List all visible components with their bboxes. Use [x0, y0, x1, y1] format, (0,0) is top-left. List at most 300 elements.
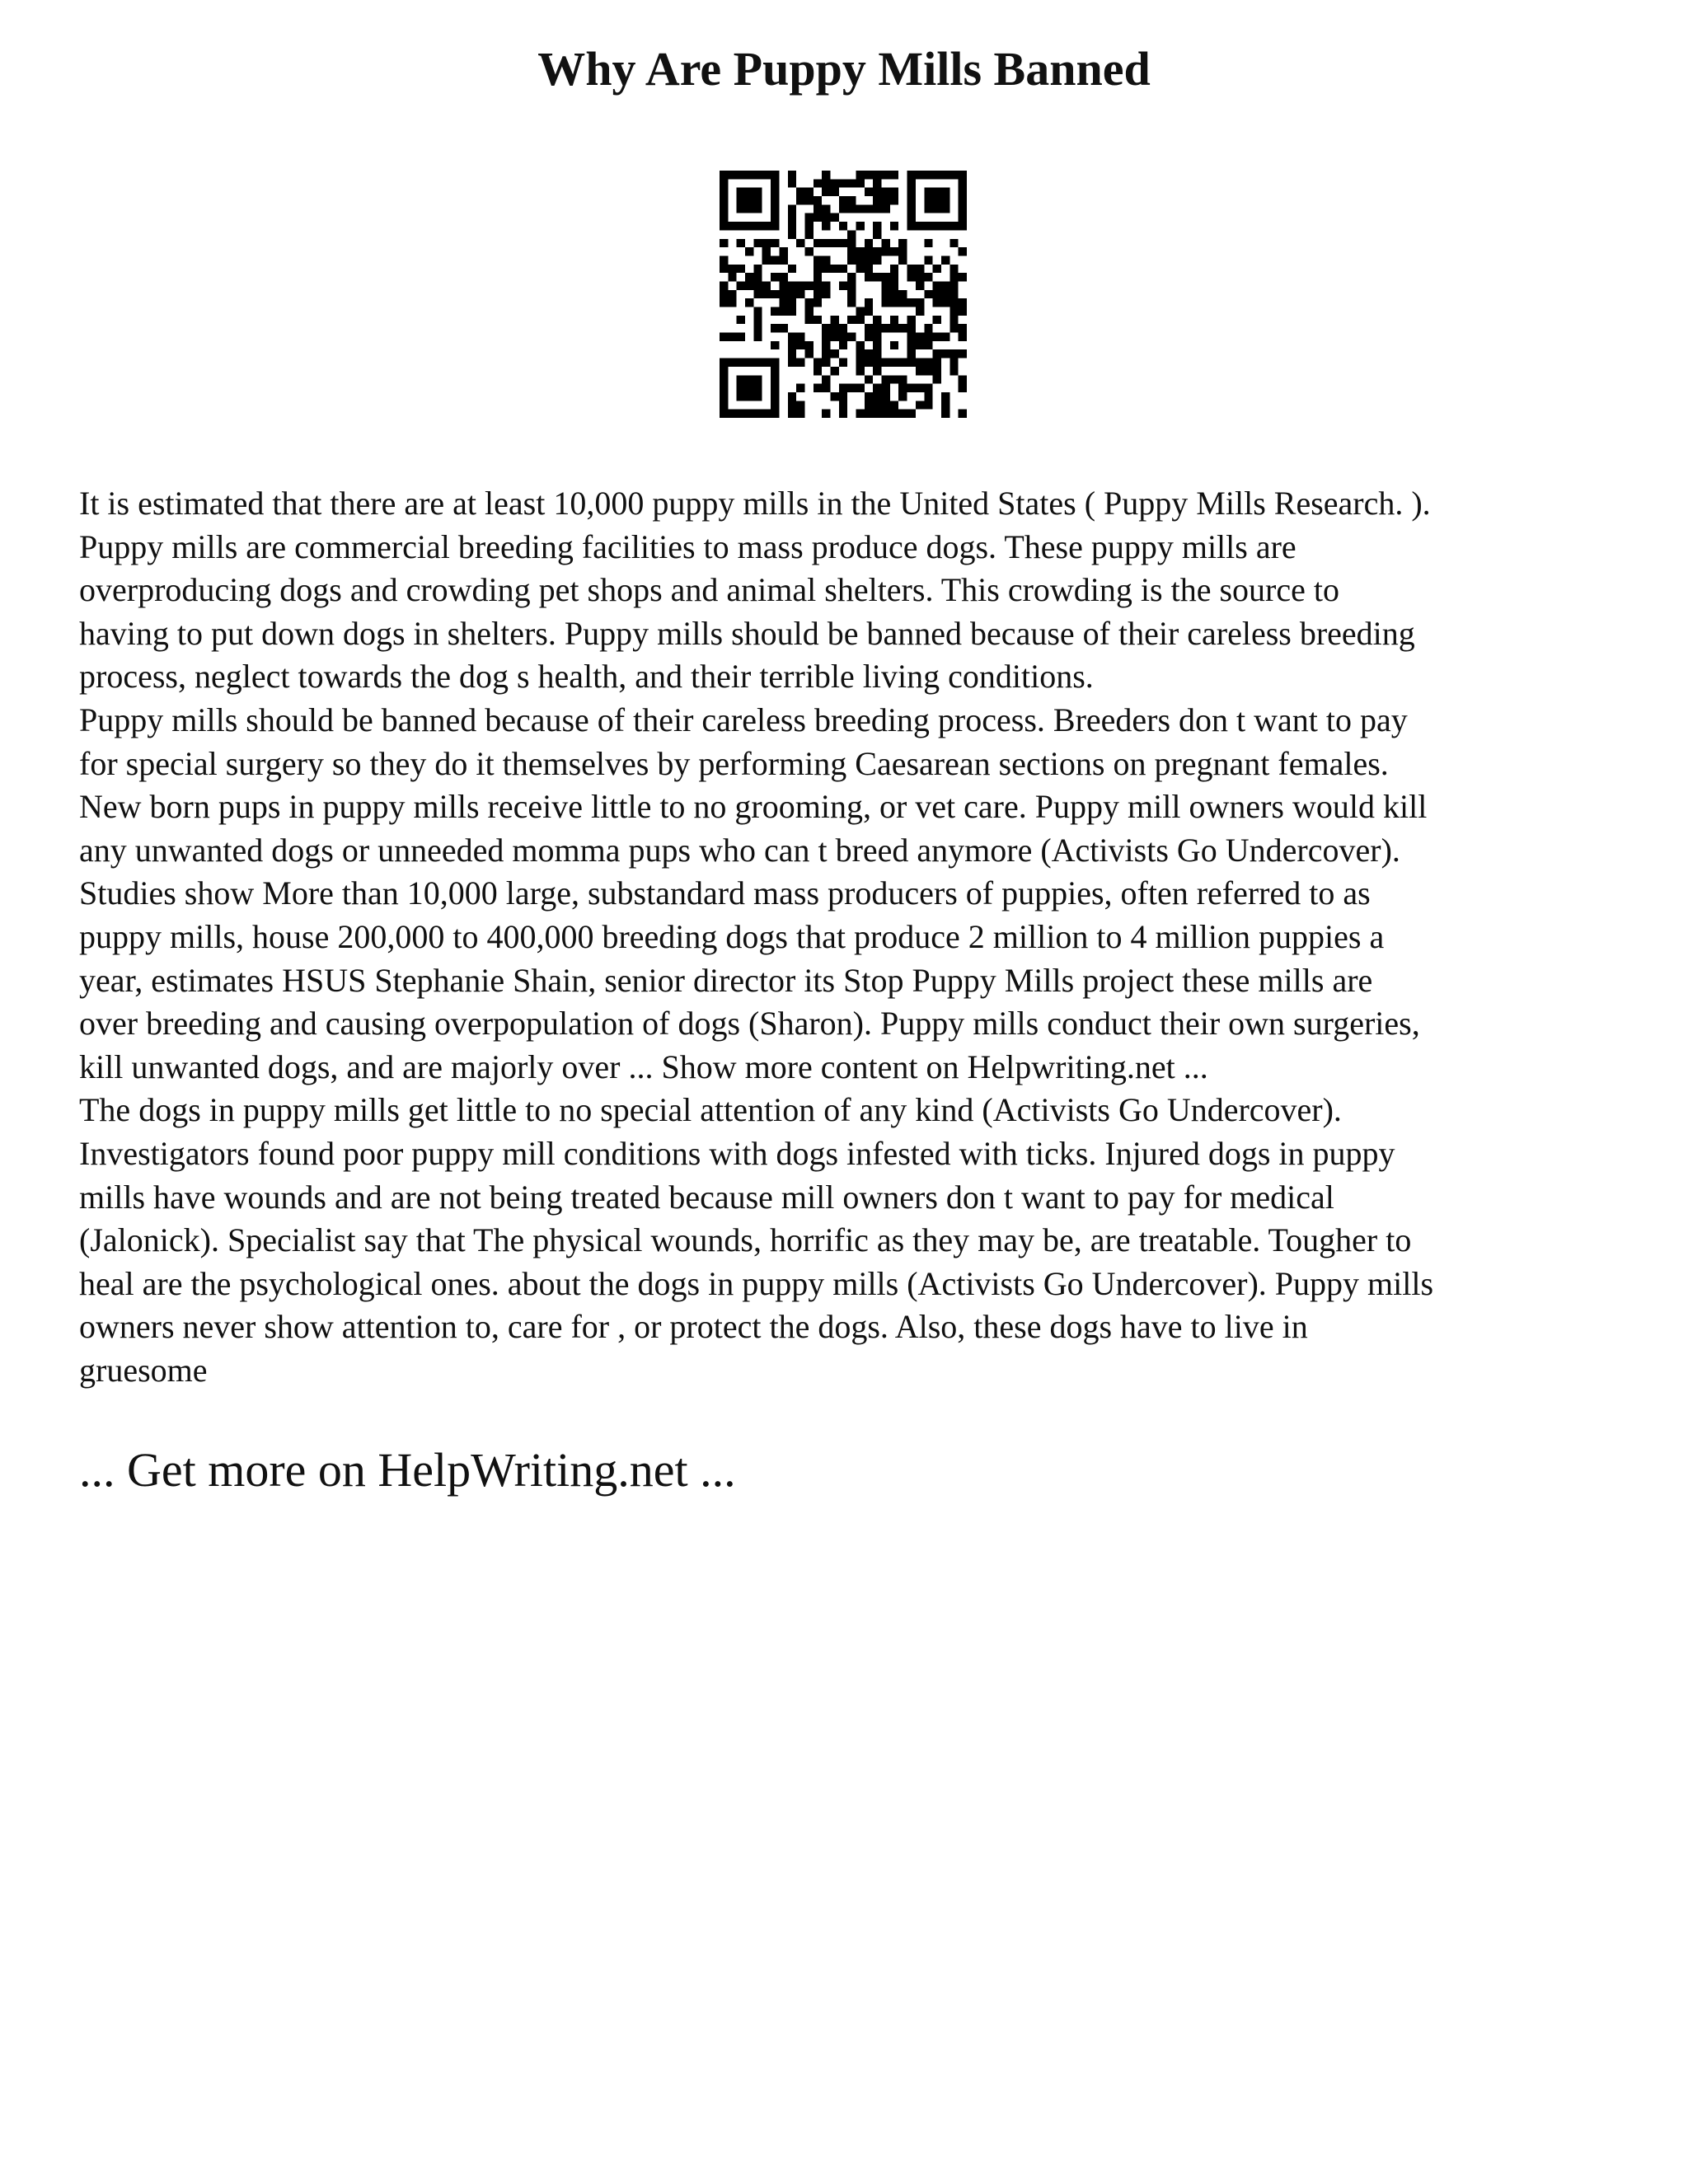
qr-module: [882, 171, 890, 179]
qr-module: [804, 230, 813, 238]
qr-module: [882, 273, 890, 281]
qr-module: [950, 273, 958, 281]
qr-module: [924, 333, 932, 341]
qr-module: [745, 273, 753, 281]
qr-module: [924, 367, 932, 375]
qr-module: [856, 171, 865, 179]
qr-module: [753, 196, 762, 204]
qr-module: [728, 333, 736, 341]
qr-module: [890, 359, 898, 367]
document-body: It is estimated that there are at least 10,000 puppy mills in the United States ( Puppy Mills Research. ). Puppy mills are commercial breeding facilities to mass produce dogs. These puppy mills are overproducing dogs and crowding pet shops and animal shelters. This crowding is the source to having to put down dogs in shelters. Puppy mills should be banned because of their careless breeding process, neglect towards the dog s health, and their terrible living conditions. Puppy mills should be banned because of their careless breeding process. Breeders don t want to pay for special surgery so they do it themselves by performing Caesarean sections on pregnant females. New born pups in puppy mills receive little to no grooming, or vet care. Puppy mill owners would kill any unwanted dogs or unneeded momma pups who can t breed anymore (Activists Go Undercover). Studies show More than 10,000 large, substandard mass producers of puppies, often referred to as puppy mills, house 200,000 to 400,000 breeding dogs that produce 2 million to 4 million puppies a year, estimates HSUS Stephanie Shain, senior director its Stop Puppy Mills project these mills are over breeding and causing overpopulation of dogs (Sharon). Puppy mills conduct their own surgeries, kill unwanted dogs, and are majorly over ... Show more content on Helpwriting.net ... The dogs in puppy mills get little to no special attention of any kind (Activists Go Undercover). Investigators found poor puppy mill conditions with dogs infested with ticks. Injured dogs in puppy mills have wounds and are not being treated because mill owners don t want to pay for medical (Jalonick). Specialist say that The physical wounds, horrific as they may be, are treatable. Tougher to heal are the psychological ones. about the dogs in puppy mills (Activists Go Undercover). Puppy mills owners never show attention to, care for , or protect the dogs. Also, these dogs have to live in gruesome: [79, 485, 1434, 1389]
qr-module: [804, 298, 813, 307]
qr-module: [916, 307, 924, 316]
qr-module: [890, 188, 898, 196]
qr-module: [728, 359, 736, 367]
qr-module: [873, 341, 881, 349]
qr-module: [916, 367, 924, 375]
qr-module: [830, 188, 838, 196]
qr-module: [890, 375, 898, 383]
qr-module: [728, 298, 736, 307]
qr-module: [959, 410, 967, 418]
qr-module: [796, 410, 804, 418]
qr-module: [771, 204, 779, 213]
qr-module: [771, 392, 779, 401]
qr-module: [907, 324, 916, 332]
qr-module: [737, 359, 745, 367]
qr-module: [728, 410, 736, 418]
qr-module: [771, 213, 779, 222]
qr-module: [830, 239, 838, 247]
qr-module: [890, 290, 898, 298]
qr-module: [959, 204, 967, 213]
qr-module: [959, 349, 967, 358]
qr-module: [822, 359, 830, 367]
qr-module: [830, 367, 838, 375]
qr-module: [873, 410, 881, 418]
qr-module: [865, 204, 873, 213]
qr-module: [941, 298, 950, 307]
qr-module: [804, 247, 813, 255]
qr-module: [830, 349, 838, 358]
qr-module: [737, 375, 745, 383]
get-more-link[interactable]: ... Get more on HelpWriting.net ...: [79, 1443, 736, 1497]
qr-module: [873, 359, 881, 367]
qr-module: [916, 265, 924, 273]
qr-module: [788, 392, 796, 401]
qr-module: [737, 196, 745, 204]
qr-module: [839, 179, 847, 187]
qr-module: [788, 281, 796, 289]
qr-module: [796, 188, 804, 196]
qr-module: [728, 290, 736, 298]
qr-module: [924, 222, 932, 230]
qr-module: [762, 281, 771, 289]
qr-module: [898, 410, 907, 418]
qr-module: [890, 341, 898, 349]
qr-module: [941, 410, 950, 418]
qr-module: [804, 349, 813, 358]
qr-module: [814, 265, 822, 273]
qr-module: [924, 359, 932, 367]
qr-module: [847, 230, 856, 238]
qr-module: [873, 171, 881, 179]
qr-module: [720, 204, 728, 213]
qr-module: [788, 204, 796, 213]
qr-module: [796, 359, 804, 367]
qr-module: [753, 281, 762, 289]
qr-module: [847, 204, 856, 213]
qr-module: [873, 188, 881, 196]
qr-module: [916, 222, 924, 230]
qr-module: [814, 316, 822, 324]
qr-module: [788, 179, 796, 187]
qr-module: [720, 188, 728, 196]
qr-module: [762, 255, 771, 264]
qr-module: [916, 384, 924, 392]
qr-module: [865, 247, 873, 255]
qr-module: [788, 222, 796, 230]
qr-module: [779, 307, 787, 316]
qr-module: [907, 171, 916, 179]
qr-module: [933, 265, 941, 273]
qr-module: [839, 204, 847, 213]
qr-module: [873, 349, 881, 358]
qr-module: [779, 298, 787, 307]
qr-module: [882, 359, 890, 367]
qr-module: [796, 384, 804, 392]
qr-module: [950, 222, 958, 230]
qr-module: [959, 171, 967, 179]
qr-module: [788, 230, 796, 238]
qr-module: [950, 298, 958, 307]
qr-module: [753, 188, 762, 196]
qr-module: [720, 171, 728, 179]
qr-module: [822, 188, 830, 196]
qr-module: [933, 281, 941, 289]
qr-module: [737, 239, 745, 247]
qr-module: [720, 196, 728, 204]
qr-module: [720, 384, 728, 392]
qr-module: [882, 281, 890, 289]
qr-module: [737, 188, 745, 196]
qr-module: [865, 265, 873, 273]
qr-module: [720, 375, 728, 383]
qr-module: [788, 290, 796, 298]
qr-module: [856, 222, 865, 230]
qr-module: [753, 324, 762, 332]
qr-module: [873, 255, 881, 264]
qr-module: [737, 171, 745, 179]
qr-module: [890, 410, 898, 418]
qr-module: [839, 333, 847, 341]
qr-module: [804, 341, 813, 349]
qr-module: [830, 324, 838, 332]
qr-module: [762, 410, 771, 418]
qr-module: [950, 307, 958, 316]
qr-module: [847, 316, 856, 324]
qr-module: [959, 247, 967, 255]
qr-module: [959, 333, 967, 341]
qr-module: [737, 281, 745, 289]
qr-module: [865, 401, 873, 409]
qr-module: [865, 375, 873, 383]
qr-module: [847, 290, 856, 298]
qr-module: [890, 273, 898, 281]
qr-module: [771, 307, 779, 316]
qr-module: [771, 384, 779, 392]
qr-module: [865, 410, 873, 418]
qr-module: [822, 324, 830, 332]
qr-module: [898, 384, 907, 392]
qr-module: [950, 359, 958, 367]
qr-module: [873, 196, 881, 204]
qr-module: [865, 349, 873, 358]
qr-module: [814, 196, 822, 204]
qr-module: [924, 204, 932, 213]
qr-module: [890, 247, 898, 255]
qr-module: [856, 255, 865, 264]
qr-module: [804, 213, 813, 222]
qr-module: [822, 255, 830, 264]
qr-module: [814, 359, 822, 367]
qr-module: [762, 247, 771, 255]
qr-module: [898, 255, 907, 264]
qr-module: [771, 222, 779, 230]
qr-module: [771, 375, 779, 383]
qr-module: [720, 255, 728, 264]
qr-module: [924, 401, 932, 409]
qr-module: [865, 392, 873, 401]
qr-module: [847, 384, 856, 392]
qr-module: [873, 179, 881, 187]
qr-module: [924, 392, 932, 401]
qr-module: [762, 222, 771, 230]
qr-module: [788, 265, 796, 273]
qr-module: [907, 196, 916, 204]
qr-module: [959, 196, 967, 204]
qr-module: [771, 171, 779, 179]
qr-module: [916, 298, 924, 307]
qr-module: [856, 410, 865, 418]
qr-module: [916, 333, 924, 341]
qr-module: [796, 341, 804, 349]
qr-module: [822, 384, 830, 392]
qr-module: [941, 204, 950, 213]
qr-module: [762, 171, 771, 179]
qr-module: [941, 392, 950, 401]
qr-module: [873, 384, 881, 392]
qr-module: [788, 333, 796, 341]
qr-module: [745, 281, 753, 289]
qr-module: [830, 316, 838, 324]
qr-module: [856, 341, 865, 349]
qr-module: [720, 213, 728, 222]
qr-module: [924, 196, 932, 204]
qr-module: [720, 239, 728, 247]
qr-module: [873, 401, 881, 409]
qr-module: [933, 188, 941, 196]
qr-module: [753, 265, 762, 273]
qr-module: [779, 281, 787, 289]
qr-module: [898, 247, 907, 255]
qr-module: [941, 349, 950, 358]
qr-module: [916, 273, 924, 281]
qr-module: [822, 333, 830, 341]
qr-module: [941, 196, 950, 204]
qr-module: [898, 359, 907, 367]
qr-module: [847, 333, 856, 341]
qr-module: [788, 401, 796, 409]
qr-module: [839, 239, 847, 247]
qr-module: [788, 359, 796, 367]
qr-module: [720, 298, 728, 307]
qr-module: [856, 349, 865, 358]
qr-code-icon: [720, 171, 967, 418]
qr-module: [890, 196, 898, 204]
qr-module: [839, 265, 847, 273]
qr-module: [753, 333, 762, 341]
qr-module: [873, 273, 881, 281]
qr-module: [907, 213, 916, 222]
qr-module: [830, 213, 838, 222]
qr-module: [924, 188, 932, 196]
qr-module: [737, 392, 745, 401]
qr-module: [882, 196, 890, 204]
qr-module: [814, 367, 822, 375]
qr-module: [907, 333, 916, 341]
qr-module: [814, 290, 822, 298]
qr-module: [771, 401, 779, 409]
qr-module: [720, 367, 728, 375]
qr-module: [753, 375, 762, 383]
qr-module: [941, 333, 950, 341]
qr-module: [720, 222, 728, 230]
qr-module: [745, 171, 753, 179]
qr-module: [728, 222, 736, 230]
qr-module: [865, 307, 873, 316]
qr-module: [720, 333, 728, 341]
qr-module: [916, 171, 924, 179]
qr-module: [865, 273, 873, 281]
qr-module: [856, 384, 865, 392]
qr-module: [941, 290, 950, 298]
qr-module: [728, 265, 736, 273]
qr-module: [950, 349, 958, 358]
qr-module: [788, 410, 796, 418]
qr-module: [753, 359, 762, 367]
qr-module: [847, 179, 856, 187]
qr-module: [950, 290, 958, 298]
qr-module: [822, 179, 830, 187]
qr-module: [762, 290, 771, 298]
qr-module: [933, 359, 941, 367]
qr-module: [737, 204, 745, 213]
qr-module: [865, 324, 873, 332]
qr-module: [788, 341, 796, 349]
qr-module: [720, 290, 728, 298]
qr-module: [933, 333, 941, 341]
qr-module: [898, 298, 907, 307]
document-title: Why Are Puppy Mills Banned: [537, 42, 1151, 96]
qr-module: [737, 384, 745, 392]
qr-module: [753, 204, 762, 213]
qr-module: [865, 255, 873, 264]
qr-module: [804, 281, 813, 289]
qr-module: [762, 239, 771, 247]
qr-module: [890, 316, 898, 324]
qr-module: [745, 247, 753, 255]
qr-module: [839, 392, 847, 401]
qr-module: [907, 384, 916, 392]
qr-module: [822, 171, 830, 179]
qr-module: [839, 359, 847, 367]
qr-module: [796, 290, 804, 298]
qr-module: [856, 359, 865, 367]
qr-module: [933, 204, 941, 213]
qr-module: [822, 410, 830, 418]
qr-module: [728, 273, 736, 281]
qr-module: [924, 290, 932, 298]
qr-module: [847, 239, 856, 247]
qr-module: [916, 281, 924, 289]
qr-module: [814, 273, 822, 281]
qr-module: [907, 204, 916, 213]
qr-module: [822, 290, 830, 298]
qr-module: [804, 188, 813, 196]
qr-module: [771, 273, 779, 281]
qr-module: [847, 298, 856, 307]
qr-module: [737, 265, 745, 273]
qr-module: [907, 265, 916, 273]
qr-module: [924, 171, 932, 179]
qr-module: [959, 384, 967, 392]
qr-module: [720, 179, 728, 187]
qr-module: [907, 316, 916, 324]
qr-module: [882, 188, 890, 196]
qr-module: [779, 247, 787, 255]
qr-module: [941, 222, 950, 230]
qr-module: [779, 255, 787, 264]
qr-module: [745, 410, 753, 418]
qr-module: [950, 324, 958, 332]
qr-module: [814, 213, 822, 222]
qr-module: [873, 333, 881, 341]
qr-module: [737, 410, 745, 418]
qr-module: [890, 281, 898, 289]
qr-module: [890, 222, 898, 230]
qr-module: [933, 367, 941, 375]
qr-module: [779, 324, 787, 332]
qr-module: [882, 410, 890, 418]
qr-module: [856, 204, 865, 213]
qr-module: [959, 179, 967, 187]
qr-module: [873, 230, 881, 238]
qr-module: [839, 324, 847, 332]
qr-module: [941, 171, 950, 179]
qr-module: [847, 255, 856, 264]
qr-module: [907, 341, 916, 349]
qr-module: [933, 290, 941, 298]
qr-module: [814, 384, 822, 392]
qr-module: [847, 273, 856, 281]
qr-module: [771, 367, 779, 375]
qr-module: [873, 392, 881, 401]
qr-module: [745, 359, 753, 367]
qr-module: [822, 265, 830, 273]
qr-module: [898, 324, 907, 332]
qr-module: [898, 392, 907, 401]
qr-module: [745, 204, 753, 213]
qr-module: [950, 316, 958, 324]
qr-module: [804, 316, 813, 324]
qr-module: [830, 333, 838, 341]
qr-module: [959, 222, 967, 230]
qr-module: [788, 349, 796, 358]
qr-module: [771, 196, 779, 204]
qr-module: [847, 196, 856, 204]
qr-module: [890, 298, 898, 307]
qr-module: [728, 171, 736, 179]
qr-module: [882, 401, 890, 409]
qr-module: [847, 281, 856, 289]
qr-module: [720, 410, 728, 418]
qr-module: [856, 179, 865, 187]
qr-module: [959, 375, 967, 383]
qr-module: [941, 255, 950, 264]
qr-module: [882, 392, 890, 401]
qr-module: [847, 247, 856, 255]
qr-module: [924, 273, 932, 281]
